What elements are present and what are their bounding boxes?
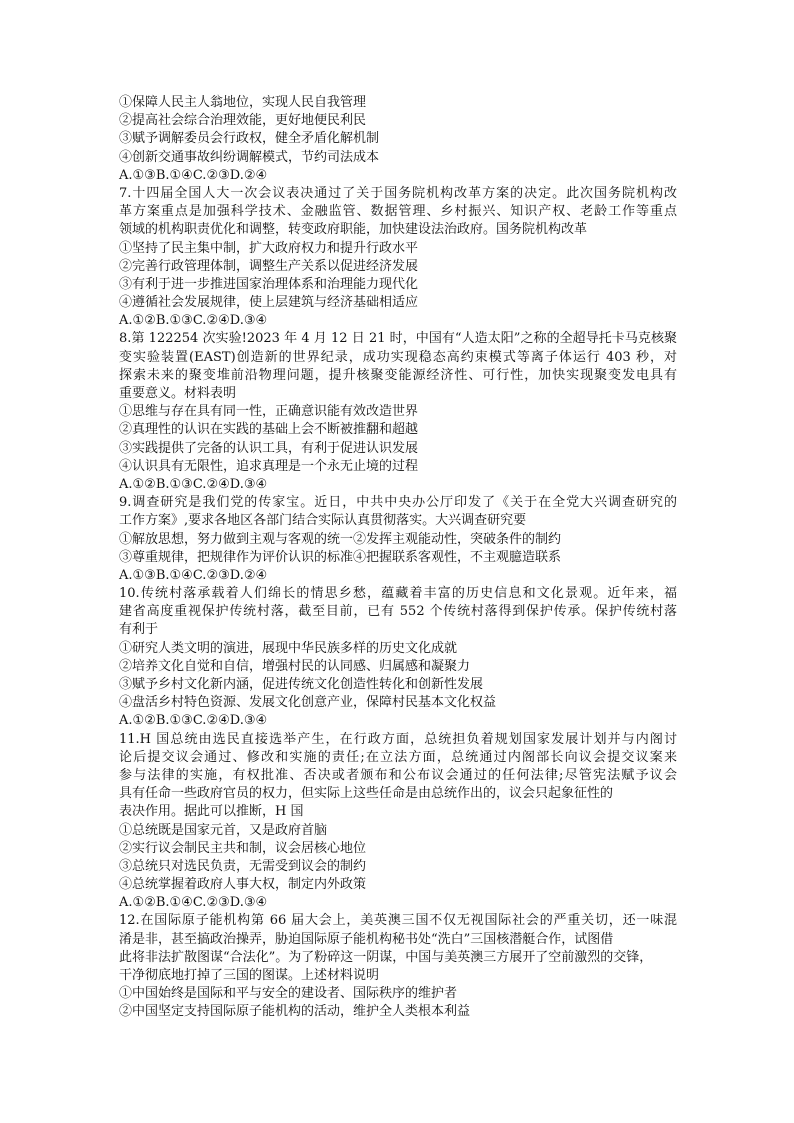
question-7-text: 7.十四届全国人大一次会议表决通过了关于国务院机构改革方案的决定。此次国务院机构改 <box>119 185 677 201</box>
option-line: ③赋予乡村文化新内涵，促进传统文化创造性转化和创新性发展 <box>119 677 484 692</box>
option-line: ②完善行政管理体制，调整生产关系以促进经济发展 <box>119 258 419 274</box>
question-8-text: 探索未来的聚变堆前沿物理问题，提升核聚变能源经济性、可行性，加快实现聚变发电具有 <box>119 367 677 383</box>
question-11-text: 参与法律的实施，有权批准、否决或者颁布和公布议会通过的任何法律;尽管宪法赋予议会 <box>119 767 677 783</box>
option-line: ③有利于进一步推进国家治理体系和治理能力现代化 <box>119 276 419 292</box>
question-8-text: 变实验装置(EAST)创造新的世界纪录，成功实现稳态高约束模式等离子体运行 403 秒，对 <box>119 349 677 365</box>
option-line: ①解放思想，努力做到主观与客观的统一②发挥主观能动性，突破条件的制约 <box>119 531 562 547</box>
option-line: ③赋予调解委员会行政权，健全矛盾化解机制 <box>119 131 380 147</box>
question-9-text: 工作方案》,要求各地区各部门结合实际认真贯彻落实。大兴调查研究要 <box>119 513 527 529</box>
question-10-text: 建省高度重视保护传统村落，截至目前，已有 552 个传统村落得到保护传承。保护传统村落 <box>119 604 677 620</box>
answer-choices: A.①②B.①③C.②④D.③④ <box>119 476 268 492</box>
option-line: ③尊重规律，把规律作为评价认识的标准④把握联系客观性，不主观臆造联系 <box>119 549 562 565</box>
option-line: ①研究人类文明的演进，展现中华民族多样的历史文化成就 <box>119 640 458 656</box>
question-11-text: 论后提交议会通过、修改和实施的责任;在立法方面，总统通过内阁部长向议会提交议案来 <box>119 749 677 765</box>
question-12-text: 淆是非，甚至搞政治操弄，胁迫国际原子能机构秘书处“洗白”三国核潜艇合作，试图借 <box>119 931 614 947</box>
question-11-text: 具有任命一些政府官员的权力，但实际上这些任命是由总统作出的，议会只起象征性的 <box>119 786 614 802</box>
option-line: ②真理性的认识在实践的基础上会不断被推翻和超越 <box>119 422 419 438</box>
option-line: ②提高社会综合治理效能，更好地便民利民 <box>119 113 367 129</box>
question-7-text: 革方案重点是加强科学技术、金融监管、数据管理、乡村振兴、知识产权、老龄工作等重点 <box>119 204 677 220</box>
option-line: ②中国坚定支持国际原子能机构的活动，维护全人类根本利益 <box>119 1004 471 1020</box>
answer-choices: A.①②B.①③C.②④D.③④ <box>119 313 268 329</box>
option-line: ①中国始终是国际和平与安全的建设者、国际秩序的维护者 <box>119 986 458 1002</box>
option-line: ④盘活乡村特色资源、发展文化创意产业，保障村民基本文化权益 <box>119 695 497 711</box>
option-line: ①保障人民主人翁地位，实现人民自我管理 <box>119 95 367 110</box>
question-10-text: 10.传统村落承载着人们绵长的情思乡愁，蕴藏着丰富的历史信息和文化景观。近年来，福 <box>119 586 677 602</box>
option-line: ②实行议会制民主共和制，议会居核心地位 <box>119 840 367 856</box>
question-12-text: 12.在国际原子能机构第 66 届大会上，美英澳三国不仅无视国际社会的严重关切，还一味混 <box>119 913 677 929</box>
option-line: ①坚持了民主集中制，扩大政府权力和提升行政水平 <box>119 240 419 256</box>
answer-choices: A.①③B.①④C.②③D.②④ <box>119 567 268 583</box>
option-line: ④遵循社会发展规律，使上层建筑与经济基础相适应 <box>119 295 419 311</box>
question-12-text: 干净彻底地打掉了三国的图谋。上述材料说明 <box>119 968 380 983</box>
question-7-text: 领域的机构职责优化和调整，转变政府职能，加快建设法治政府。国务院机构改革 <box>119 222 588 238</box>
answer-choices: A.①②B.①③C.②④D.③④ <box>119 713 268 729</box>
question-11-text: 11.H 国总统由选民直接选举产生，在行政方面，总统担负着规划国家发展计划并与内阁讨 <box>119 731 677 747</box>
answer-choices: A.①②B.①④C.②③D.③④ <box>119 895 268 911</box>
question-8-text: 重要意义。材料表明 <box>119 386 237 401</box>
option-line: ③总统只对选民负责，无需受到议会的制约 <box>119 858 367 874</box>
option-line: ③实践提供了完备的认识工具，有利于促进认识发展 <box>119 440 419 456</box>
question-10-text: 有利于 <box>119 622 159 638</box>
option-line: ②培养文化自觉和自信，增强村民的认同感、归属感和凝聚力 <box>119 658 471 674</box>
question-8-text: 8.第 122254 次实验!2023 年 4 月 12 日 21 时，中国有“人造太阳”之称的全超导托卡马克核聚 <box>119 331 677 347</box>
option-line: ④认识具有无限性，追求真理是一个永无止境的过程 <box>119 458 419 474</box>
option-line: ④创新交通事故纠纷调解模式，节约司法成本 <box>119 149 380 165</box>
exam-page <box>119 94 677 1022</box>
option-line: ①思维与存在具有同一性，正确意识能有效改造世界 <box>119 404 419 420</box>
answer-choices: A.①③B.①④C.②③D.②④ <box>119 167 268 183</box>
option-line: ①总统既是国家元首，又是政府首脑 <box>119 822 328 838</box>
question-12-text: 此将非法扩散图谋“合法化”。为了粉碎这一阴谋，中国与美英澳三方展开了空前激烈的交锋， <box>119 949 653 965</box>
option-line: ④总统掌握着政府人事大权，制定内外政策 <box>119 877 367 893</box>
question-9-text: 9.调查研究是我们党的传家宝。近日，中共中央办公厅印发了《关于在全党大兴调查研究的 <box>119 495 677 511</box>
question-11-text: 表决作用。据此可以推断，H 国 <box>119 804 304 820</box>
